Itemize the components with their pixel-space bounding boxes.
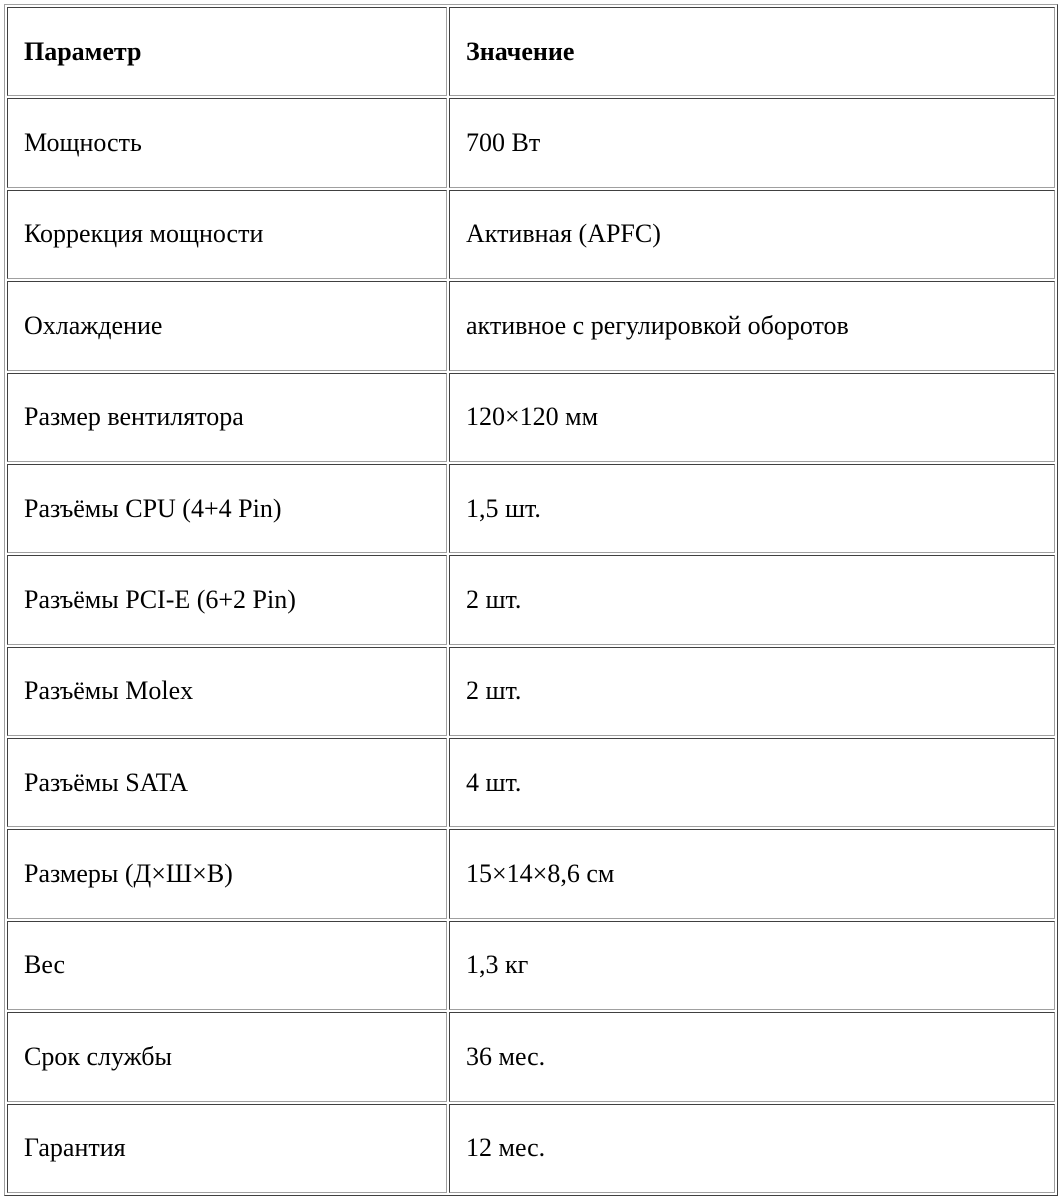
row-value: 15×14×8,6 см bbox=[449, 829, 1055, 918]
spec-table-container bbox=[4, 4, 1058, 1196]
table-header-row bbox=[7, 7, 1055, 96]
row-value: Активная (APFC) bbox=[449, 190, 1055, 279]
row-parameter: Коррекция мощности bbox=[7, 190, 447, 279]
row-value: 120×120 мм bbox=[449, 373, 1055, 462]
header-parameter: Параметр bbox=[7, 7, 447, 96]
table-row bbox=[7, 829, 1055, 918]
row-value: 1,3 кг bbox=[449, 921, 1055, 1010]
row-parameter: Размеры (Д×Ш×В) bbox=[7, 829, 447, 918]
row-parameter: Гарантия bbox=[7, 1104, 447, 1194]
row-parameter: Вес bbox=[7, 921, 447, 1010]
table-row bbox=[7, 98, 1055, 187]
row-parameter: Размер вентилятора bbox=[7, 373, 447, 462]
header-value: Значение bbox=[449, 7, 1055, 96]
row-value: 2 шт. bbox=[449, 555, 1055, 644]
row-parameter: Охлаждение bbox=[7, 281, 447, 370]
table-row bbox=[7, 373, 1055, 462]
row-value: 36 мес. bbox=[449, 1012, 1055, 1101]
row-parameter: Срок службы bbox=[7, 1012, 447, 1101]
row-value: активное с регулировкой оборотов bbox=[449, 281, 1055, 370]
table-row bbox=[7, 555, 1055, 644]
table-row bbox=[7, 921, 1055, 1010]
table-row bbox=[7, 1012, 1055, 1101]
row-parameter: Разъёмы CPU (4+4 Pin) bbox=[7, 464, 447, 553]
row-parameter: Разъёмы Molex bbox=[7, 647, 447, 736]
row-parameter: Мощность bbox=[7, 98, 447, 187]
table-row bbox=[7, 738, 1055, 827]
row-value: 4 шт. bbox=[449, 738, 1055, 827]
table-row bbox=[7, 1104, 1055, 1194]
row-parameter: Разъёмы SATA bbox=[7, 738, 447, 827]
row-value: 2 шт. bbox=[449, 647, 1055, 736]
table-row bbox=[7, 190, 1055, 279]
spec-table bbox=[5, 5, 1057, 1195]
row-value: 1,5 шт. bbox=[449, 464, 1055, 553]
table-row bbox=[7, 281, 1055, 370]
row-value: 700 Вт bbox=[449, 98, 1055, 187]
row-parameter: Разъёмы PCI-E (6+2 Pin) bbox=[7, 555, 447, 644]
row-value: 12 мес. bbox=[449, 1104, 1055, 1194]
table-row bbox=[7, 647, 1055, 736]
table-row bbox=[7, 464, 1055, 553]
